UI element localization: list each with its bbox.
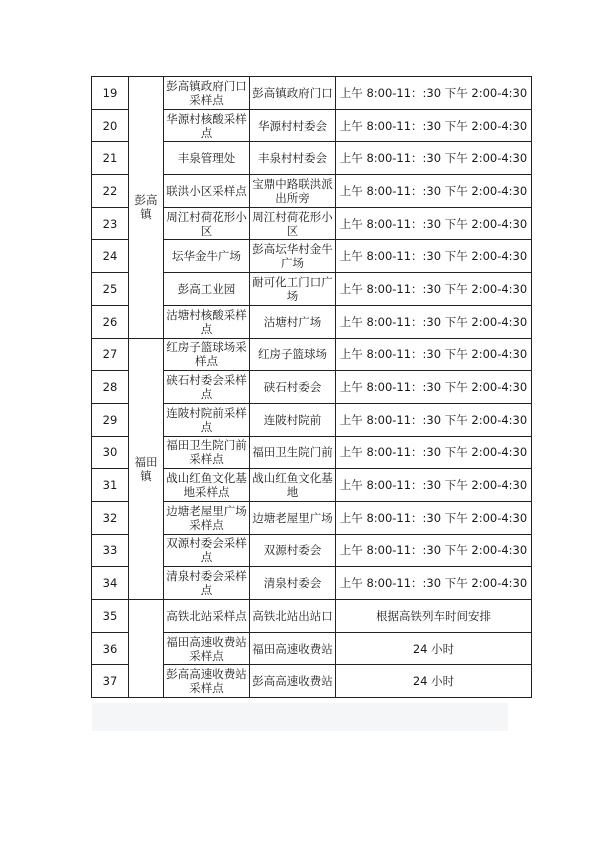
- service-hours: 上午 8:00-11：:30 下午 2:00-4:30: [336, 305, 532, 338]
- service-hours: 上午 8:00-11：:30 下午 2:00-4:30: [336, 567, 532, 600]
- town-name: [129, 600, 164, 698]
- site-name: 周江村荷花形小区: [164, 207, 250, 240]
- row-number: 22: [92, 175, 129, 208]
- service-hours: 24 小时: [336, 632, 532, 665]
- service-hours: 上午 8:00-11：:30 下午 2:00-4:30: [336, 469, 532, 502]
- site-address: 彭高高速收费站: [250, 665, 336, 698]
- row-number: 37: [92, 665, 129, 698]
- site-address: 周江村荷花形小区: [250, 207, 336, 240]
- row-number: 35: [92, 600, 129, 633]
- page-footer-band: [92, 703, 508, 731]
- service-hours: 上午 8:00-11：:30 下午 2:00-4:30: [336, 240, 532, 273]
- site-address: 彭高坛华村金牛广场: [250, 240, 336, 273]
- table-row: [92, 338, 532, 371]
- site-address: 沽塘村广场: [250, 305, 336, 338]
- sampling-sites-table: [91, 76, 532, 698]
- service-hours: 上午 8:00-11：:30 下午 2:00-4:30: [336, 403, 532, 436]
- service-hours: 上午 8:00-11：:30 下午 2:00-4:30: [336, 436, 532, 469]
- site-name: 彭高高速收费站采样点: [164, 665, 250, 698]
- row-number: 24: [92, 240, 129, 273]
- site-address: 耐可化工门口广场: [250, 273, 336, 306]
- row-number: 32: [92, 501, 129, 534]
- site-name: 彭高镇政府门口采样点: [164, 77, 250, 110]
- row-number: 28: [92, 371, 129, 404]
- row-number: 36: [92, 632, 129, 665]
- site-address: 宝鼎中路联洪派出所旁: [250, 175, 336, 208]
- row-number: 21: [92, 142, 129, 175]
- service-hours: 上午 8:00-11：:30 下午 2:00-4:30: [336, 273, 532, 306]
- row-number: 29: [92, 403, 129, 436]
- town-name: 福田镇: [129, 338, 164, 600]
- site-address: 硖石村委会: [250, 371, 336, 404]
- site-address: 清泉村委会: [250, 567, 336, 600]
- row-number: 26: [92, 305, 129, 338]
- site-name: 硖石村委会采样点: [164, 371, 250, 404]
- town-name: 彭高镇: [129, 77, 164, 339]
- service-hours: 上午 8:00-11：:30 下午 2:00-4:30: [336, 371, 532, 404]
- site-address: 高铁北站出站口: [250, 600, 336, 633]
- site-name: 福田高速收费站采样点: [164, 632, 250, 665]
- service-hours: 上午 8:00-11：:30 下午 2:00-4:30: [336, 534, 532, 567]
- site-name: 红房子篮球场采样点: [164, 338, 250, 371]
- site-name: 坛华金牛广场: [164, 240, 250, 273]
- table-row: [92, 77, 532, 110]
- site-name: 清泉村委会采样点: [164, 567, 250, 600]
- site-address: 福田高速收费站: [250, 632, 336, 665]
- table-row: [92, 600, 532, 633]
- site-address: 华源村村委会: [250, 109, 336, 142]
- row-number: 34: [92, 567, 129, 600]
- service-hours: 上午 8:00-11：:30 下午 2:00-4:30: [336, 338, 532, 371]
- site-name: 丰泉管理处: [164, 142, 250, 175]
- site-name: 边塘老屋里广场采样点: [164, 501, 250, 534]
- row-number: 23: [92, 207, 129, 240]
- row-number: 19: [92, 77, 129, 110]
- site-name: 高铁北站采样点: [164, 600, 250, 633]
- service-hours: 上午 8:00-11：:30 下午 2:00-4:30: [336, 77, 532, 110]
- site-name: 彭高工业园: [164, 273, 250, 306]
- site-address: 丰泉村村委会: [250, 142, 336, 175]
- row-number: 25: [92, 273, 129, 306]
- site-name: 沽塘村核酸采样点: [164, 305, 250, 338]
- site-name: 连陂村院前采样点: [164, 403, 250, 436]
- site-name: 双源村委会采样点: [164, 534, 250, 567]
- site-address: 边塘老屋里广场: [250, 501, 336, 534]
- row-number: 20: [92, 109, 129, 142]
- site-name: 福田卫生院门前采样点: [164, 436, 250, 469]
- service-hours: 上午 8:00-11：:30 下午 2:00-4:30: [336, 142, 532, 175]
- row-number: 30: [92, 436, 129, 469]
- site-address: 连陂村院前: [250, 403, 336, 436]
- site-address: 双源村委会: [250, 534, 336, 567]
- site-address: 战山红鱼文化基地: [250, 469, 336, 502]
- row-number: 27: [92, 338, 129, 371]
- site-name: 联洪小区采样点: [164, 175, 250, 208]
- site-address: 彭高镇政府门口: [250, 77, 336, 110]
- row-number: 31: [92, 469, 129, 502]
- site-name: 华源村核酸采样点: [164, 109, 250, 142]
- service-hours: 上午 8:00-11：:30 下午 2:00-4:30: [336, 175, 532, 208]
- service-hours: 上午 8:00-11：:30 下午 2:00-4:30: [336, 207, 532, 240]
- site-name: 战山红鱼文化基地采样点: [164, 469, 250, 502]
- row-number: 33: [92, 534, 129, 567]
- service-hours: 根据高铁列车时间安排: [336, 600, 532, 633]
- service-hours: 上午 8:00-11：:30 下午 2:00-4:30: [336, 501, 532, 534]
- service-hours: 24 小时: [336, 665, 532, 698]
- service-hours: 上午 8:00-11：:30 下午 2:00-4:30: [336, 109, 532, 142]
- site-address: 福田卫生院门前: [250, 436, 336, 469]
- site-address: 红房子篮球场: [250, 338, 336, 371]
